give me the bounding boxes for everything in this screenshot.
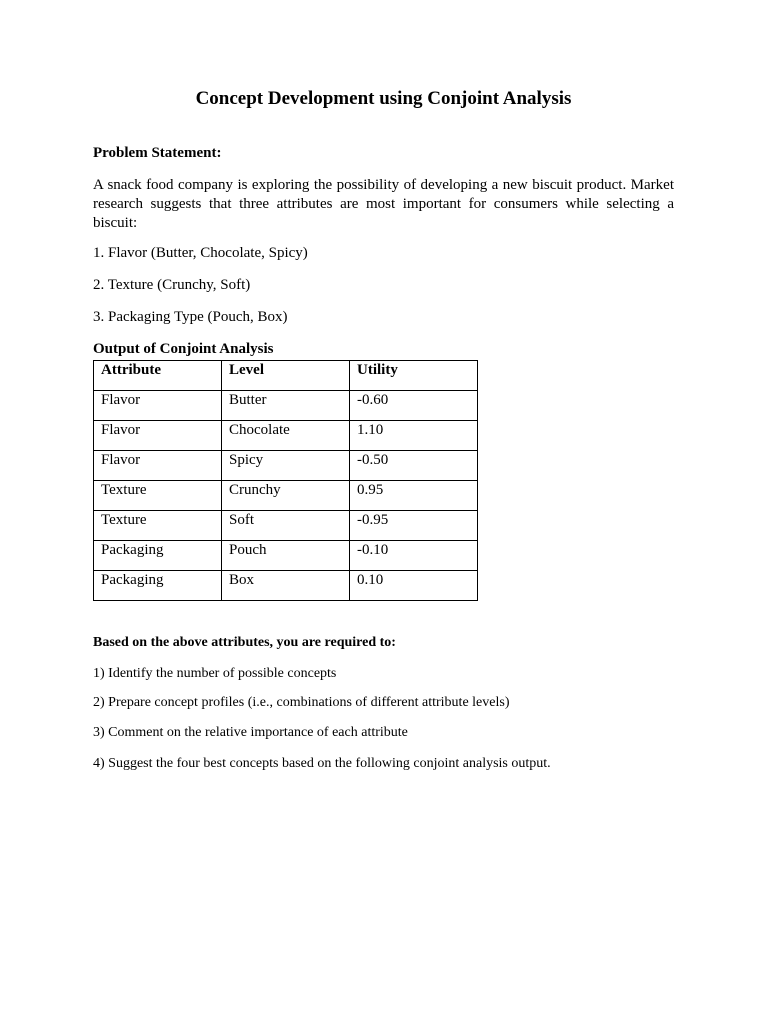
- cell-level: Chocolate: [222, 421, 350, 451]
- cell-level: Crunchy: [222, 481, 350, 511]
- cell-utility: -0.10: [350, 541, 478, 571]
- table-row: [94, 571, 478, 601]
- problem-statement-text: A snack food company is exploring the possibility of developing a new biscuit product. Market research suggests that three attributes are most important for consumers while selecting a biscuit:: [93, 177, 674, 231]
- tasks-heading: Based on the above attributes, you are required to:: [93, 635, 396, 650]
- header-utility: Utility: [350, 361, 478, 391]
- cell-utility: -0.50: [350, 451, 478, 481]
- table-row: [94, 451, 478, 481]
- cell-attribute: Flavor: [94, 451, 222, 481]
- table-row: [94, 391, 478, 421]
- cell-utility: 0.95: [350, 481, 478, 511]
- cell-level: Butter: [222, 391, 350, 421]
- attribute-item-packaging: 3. Packaging Type (Pouch, Box): [93, 309, 288, 325]
- cell-utility: -0.60: [350, 391, 478, 421]
- cell-attribute: Flavor: [94, 391, 222, 421]
- table-header-row: [94, 361, 478, 391]
- document-title: Concept Development using Conjoint Analysis: [195, 88, 572, 109]
- attribute-item-texture: 2. Texture (Crunchy, Soft): [93, 277, 251, 293]
- task-item: 4) Suggest the four best concepts based on the following conjoint analysis output.: [93, 756, 551, 771]
- cell-level: Spicy: [222, 451, 350, 481]
- cell-attribute: Texture: [94, 511, 222, 541]
- table-row: [94, 421, 478, 451]
- output-heading: Output of Conjoint Analysis: [93, 341, 274, 357]
- table-row: [94, 481, 478, 511]
- cell-attribute: Texture: [94, 481, 222, 511]
- task-item: 2) Prepare concept profiles (i.e., combinations of different attribute levels): [93, 695, 510, 710]
- cell-attribute: Flavor: [94, 421, 222, 451]
- header-level: Level: [222, 361, 350, 391]
- cell-utility: 0.10: [350, 571, 478, 601]
- cell-attribute: Packaging: [94, 541, 222, 571]
- table-row: [94, 541, 478, 571]
- problem-statement-heading: Problem Statement:: [93, 145, 222, 161]
- task-item: 3) Comment on the relative importance of each attribute: [93, 725, 408, 740]
- cell-utility: 1.10: [350, 421, 478, 451]
- cell-level: Soft: [222, 511, 350, 541]
- task-item: 1) Identify the number of possible concepts: [93, 666, 337, 681]
- attribute-item-flavor: 1. Flavor (Butter, Chocolate, Spicy): [93, 245, 308, 261]
- cell-level: Pouch: [222, 541, 350, 571]
- header-attribute: Attribute: [94, 361, 222, 391]
- cell-level: Box: [222, 571, 350, 601]
- conjoint-results-table: [93, 360, 478, 601]
- table-row: [94, 511, 478, 541]
- cell-attribute: Packaging: [94, 571, 222, 601]
- cell-utility: -0.95: [350, 511, 478, 541]
